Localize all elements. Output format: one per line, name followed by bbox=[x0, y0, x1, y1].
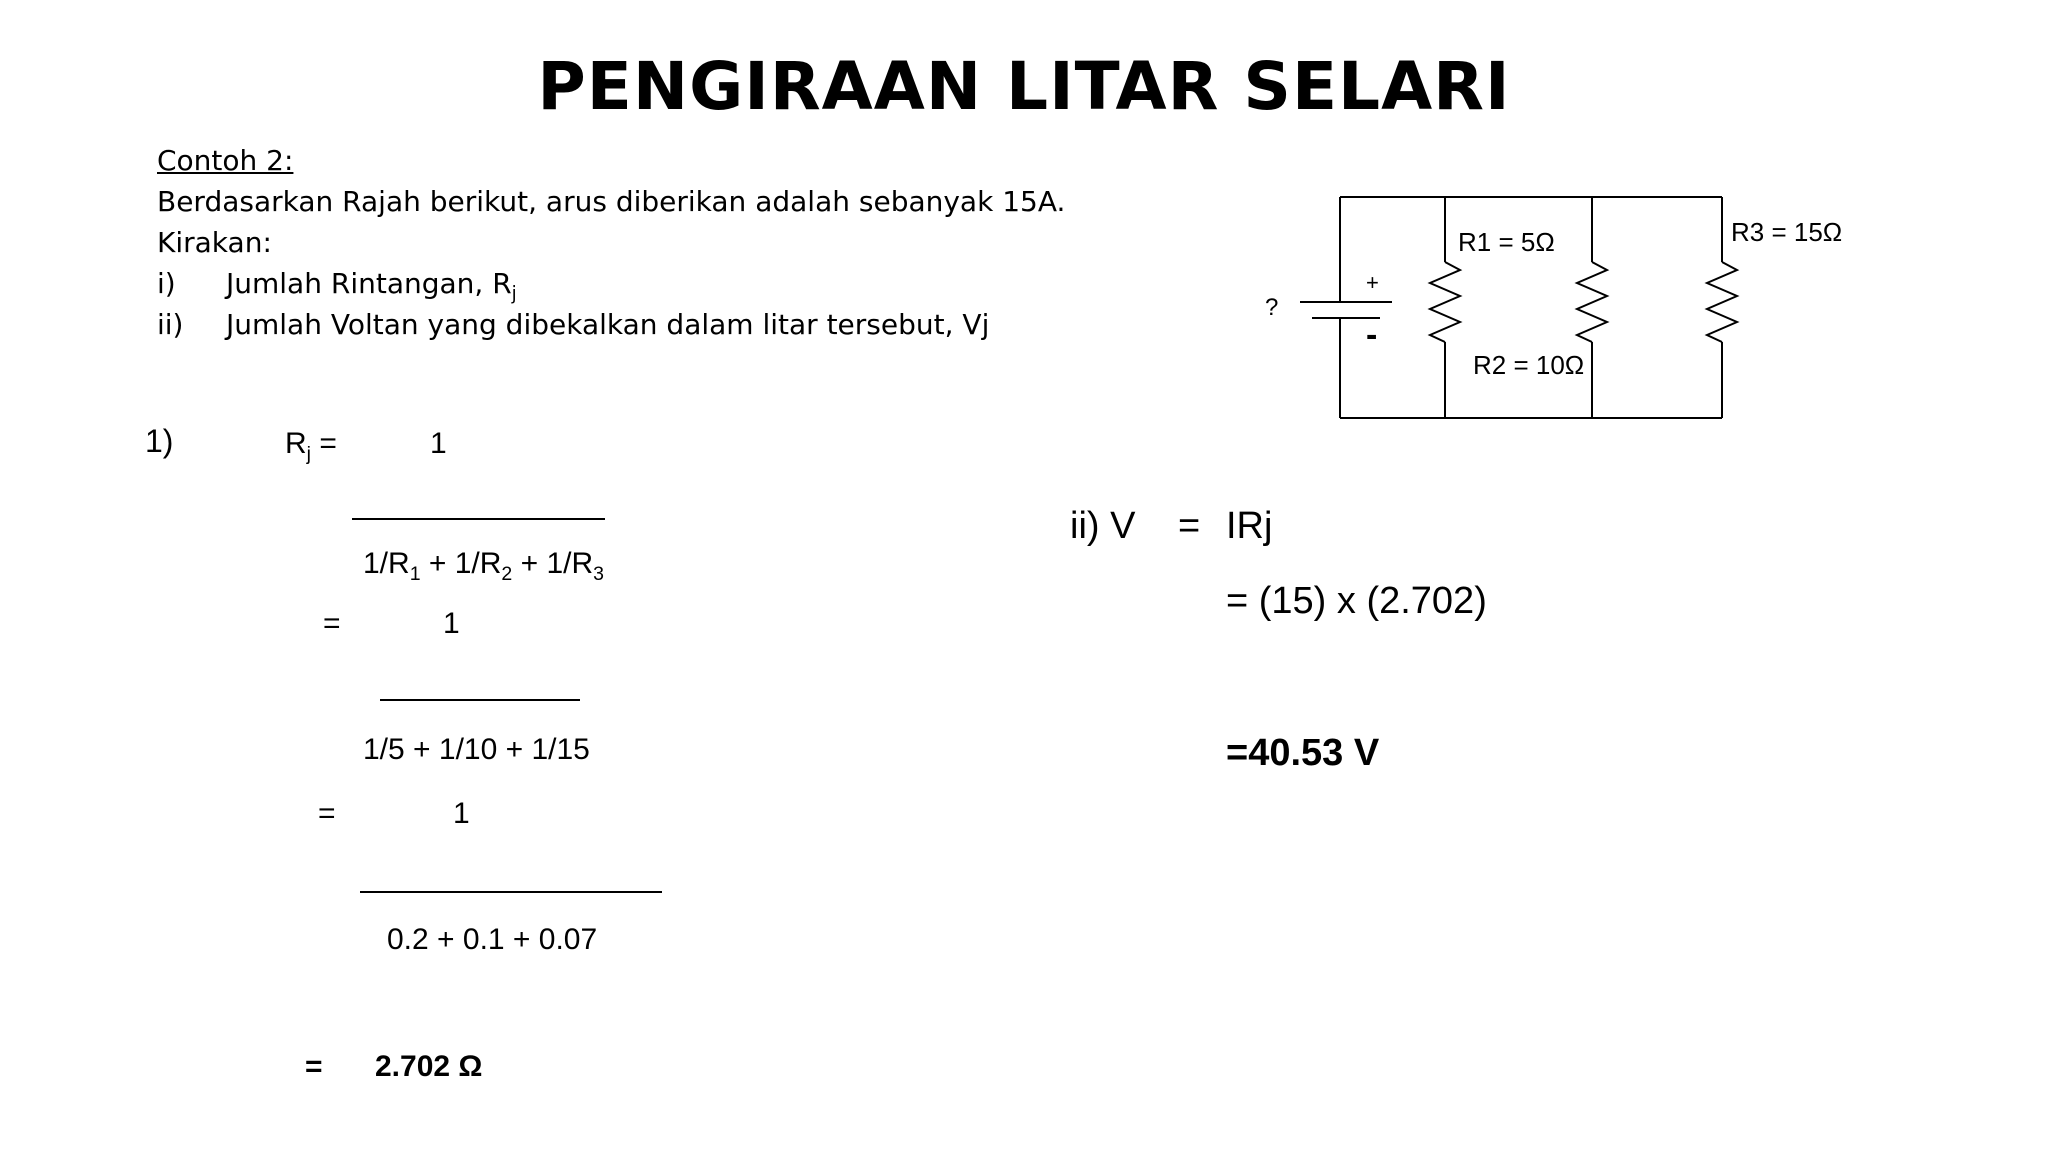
step1-fraction-bar bbox=[352, 518, 605, 520]
step1-numerator: 1 bbox=[430, 427, 447, 460]
question-item-2-number: ii) bbox=[157, 308, 184, 341]
resistor-r1 bbox=[1430, 262, 1460, 342]
question-item-1-label: Jumlah Rintangan, R bbox=[226, 267, 512, 300]
part-2-formula: IRj bbox=[1226, 505, 1273, 547]
voltage-source-label: ? bbox=[1265, 294, 1279, 321]
denominator-subscript-3: 3 bbox=[593, 562, 605, 585]
step3-numerator: 1 bbox=[453, 797, 470, 830]
step2-equals: = bbox=[323, 607, 341, 640]
part-1-number: 1) bbox=[145, 423, 174, 459]
resistor-r3 bbox=[1707, 262, 1737, 342]
part-2-equals: = bbox=[1178, 505, 1201, 547]
question-item-2-text: Jumlah Voltan yang dibekalkan dalam litar tersebut, Vj bbox=[226, 308, 990, 341]
minus-sign: - bbox=[1366, 316, 1378, 354]
example-label: Contoh 2: bbox=[157, 144, 294, 177]
plus-sign: + bbox=[1366, 270, 1379, 295]
page-title: PENGIRAAN LITAR SELARI bbox=[537, 48, 1511, 125]
rj-lhs bbox=[285, 427, 337, 465]
question-item-1-subscript: j bbox=[511, 283, 517, 305]
step3-fraction-bar bbox=[360, 891, 662, 893]
step2-numerator: 1 bbox=[443, 607, 460, 640]
step3-equals: = bbox=[318, 797, 336, 830]
denominator-term-3: + 1/R bbox=[512, 547, 594, 580]
denominator-term-1: 1/R bbox=[363, 547, 410, 580]
rj-subscript: j bbox=[306, 442, 312, 465]
rj-equals: = bbox=[311, 427, 337, 460]
denominator-subscript-1: 1 bbox=[409, 562, 421, 585]
rj-symbol: R bbox=[285, 427, 307, 460]
part-2-label: ii) V bbox=[1070, 505, 1136, 547]
question-item-1-number: i) bbox=[157, 267, 176, 300]
r2-label: R2 = 10Ω bbox=[1473, 350, 1585, 380]
denominator-term-2: + 1/R bbox=[420, 547, 502, 580]
result-equals: = bbox=[305, 1050, 323, 1083]
denominator-subscript-2: 2 bbox=[501, 562, 513, 585]
resistor-r2 bbox=[1577, 262, 1607, 342]
step2-denominator: 1/5 + 1/10 + 1/15 bbox=[363, 733, 590, 766]
total-voltage-result: =40.53 V bbox=[1226, 732, 1380, 774]
r3-label: R3 = 15Ω bbox=[1731, 217, 1843, 247]
step1-denominator bbox=[363, 547, 605, 585]
ask-label: Kirakan: bbox=[157, 226, 272, 259]
step3-denominator: 0.2 + 0.1 + 0.07 bbox=[387, 923, 598, 956]
total-resistance-result: 2.702 Ω bbox=[375, 1050, 483, 1083]
problem-statement: Berdasarkan Rajah berikut, arus diberikan adalah sebanyak 15A. bbox=[157, 185, 1066, 218]
r1-label: R1 = 5Ω bbox=[1458, 227, 1555, 257]
step2-fraction-bar bbox=[380, 699, 580, 701]
part-2-substitution: = (15) x (2.702) bbox=[1226, 580, 1487, 622]
